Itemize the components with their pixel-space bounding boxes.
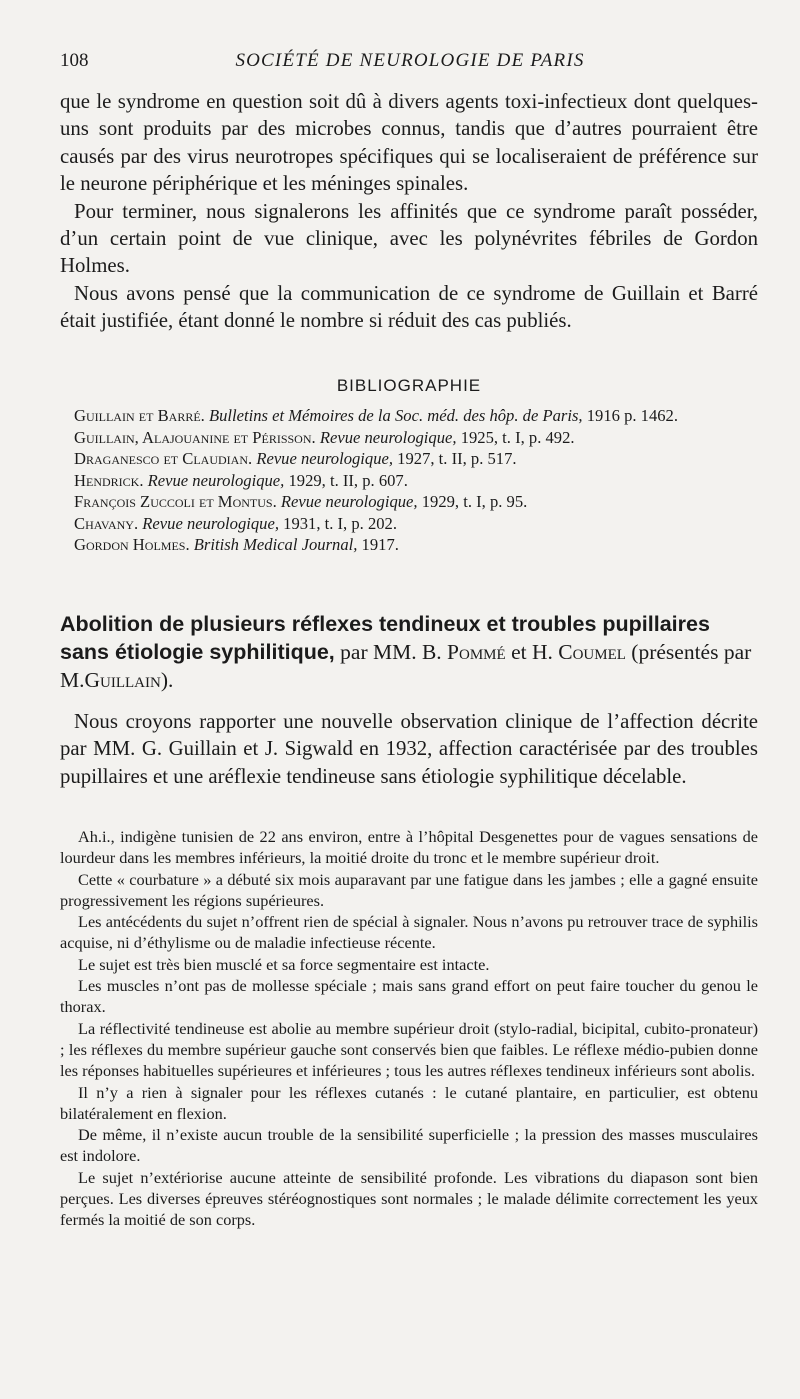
- bib-reference: 1931, t. I, p. 202.: [283, 513, 397, 533]
- bib-journal: Revue neurologique,: [280, 492, 418, 511]
- paragraph: Le sujet n’extériorise aucune atteinte de sensibilité profonde. Les vibrations du diapason sont bien perçues. Les diverses épreuves stéréognostiques sont normales ; le malade délimite correctement les yeux fermés la moitié de son corps.: [60, 1167, 758, 1230]
- bibliography-entry: [60, 513, 758, 535]
- article-author-2: H. Coumel: [531, 640, 626, 664]
- bib-authors: Hendrick.: [74, 470, 144, 490]
- page-header: [60, 50, 760, 78]
- bibliography-entry: [60, 491, 758, 513]
- bibliography-entry: [60, 448, 758, 470]
- paragraph: Pour terminer, nous signalerons les affinités que ce syndrome paraît posséder, d’un certain point de vue clinique, avec les polynévrites fébriles de Gordon Holmes.: [60, 199, 758, 278]
- paragraph: De même, il n’existe aucun trouble de la sensibilité superficielle ; la pression des masses musculaires est indolore.: [60, 1125, 758, 1166]
- paragraph: Nous avons pensé que la communication de ce syndrome de Guillain et Barré était justifiée, étant donné le nombre si réduit des cas publiés.: [60, 281, 758, 333]
- bib-reference: 1929, t. II, p. 607.: [288, 470, 408, 490]
- article-title-presented: (présentés par M.: [60, 640, 752, 692]
- paragraph: Les muscles n’ont pas de mollesse spéciale ; mais sans grand effort on peut faire toucher du genou le thorax.: [60, 976, 758, 1017]
- bib-authors: Draganesco et Claudian.: [74, 449, 253, 468]
- case-report: [60, 826, 758, 1231]
- bib-reference: 1925, t. I, p. 492.: [460, 427, 575, 447]
- paragraph: Il n’y a rien à signaler pour les réflexes cutanés : le cutané plantaire, en particulier, est obtenu bilatéralement en flexion.: [60, 1082, 758, 1123]
- paragraph: La réflectivité tendineuse est abolie au membre supérieur droit (stylo-radial, bicipital, cubito-pronateur) ; les réflexes du membre supérieur gauche sont conservés bien que faibles. Le réflexe médio-pubien donne les réponses habituelles supérieures et inférieures ; tous les autres réflexes tendineux inférieurs sont abolis.: [60, 1018, 758, 1081]
- paragraph: Les antécédents du sujet n’offrent rien de spécial à signaler. Nous n’avons pu retrouver trace de syphilis acquise, ni d’éthylisme ou de maladie infectieuse récente.: [60, 912, 758, 953]
- article-title-par: par MM.: [340, 640, 417, 664]
- paragraph: Le sujet est très bien musclé et sa force segmentaire est intacte.: [78, 954, 490, 974]
- bib-journal: Revue neurologique,: [256, 449, 394, 468]
- bib-journal: British Medical Journal,: [193, 535, 358, 554]
- bib-authors: Chavany.: [74, 513, 139, 533]
- bibliography-entry: [60, 405, 758, 427]
- article-intro: [60, 708, 758, 790]
- bib-authors: François Zuccoli et Montus.: [74, 492, 277, 511]
- bib-journal: Revue neurologique,: [142, 513, 279, 533]
- bib-authors: Gordon Holmes.: [74, 535, 190, 554]
- article-title: [60, 610, 758, 694]
- bib-journal: Bulletins et Mémoires de la Soc. méd. des hôp. de Paris,: [208, 406, 583, 425]
- article-presenter: Guillain: [84, 668, 161, 692]
- bib-journal: Revue neurologique,: [319, 427, 457, 447]
- page-number: 108: [60, 50, 89, 71]
- article-title-bold: Abolition de plusieurs réflexes tendineux et troubles pupillaires sans étiologie syphilitique,: [60, 612, 710, 664]
- paragraph: que le syndrome en question soit dû à divers agents toxi-infectieux dont quelques-uns sont produits par des microbes connus, tandis que d’autres pourraient être causés par des virus neurotropes spécifiques qui se localiseraient de préférence sur le neurone périphérique et les méninges spinales.: [60, 90, 758, 196]
- article-title-close: ).: [160, 668, 174, 692]
- article-title-et: et: [511, 640, 527, 664]
- bib-reference: 1929, t. I, p. 95.: [421, 492, 528, 511]
- closing-paragraphs: [60, 88, 758, 335]
- paragraph: Ah.i., indigène tunisien de 22 ans environ, entre à l’hôpital Desgenettes pour de vagues sensations de lourdeur dans les membres inférieurs, la moitié droite du tronc et le membre supérieur droit.: [60, 827, 758, 868]
- bib-journal: Revue neurologique,: [147, 470, 285, 490]
- running-title: SOCIÉTÉ DE NEUROLOGIE DE PARIS: [235, 50, 585, 71]
- bibliography-entry: [60, 427, 758, 449]
- bibliography-list: [60, 405, 758, 556]
- bib-authors: Guillain, Alajouanine et Périsson.: [74, 427, 316, 447]
- bib-reference: 1927, t. II, p. 517.: [397, 449, 517, 468]
- bib-authors: Guillain et Barré.: [74, 406, 205, 425]
- article-author-1: B. Pommé: [421, 640, 506, 664]
- paragraph: Nous croyons rapporter une nouvelle observation clinique de l’affection décrite par MM. G. Guillain et J. Sigwald en 1932, affection caractérisée par des troubles pupillaires et une aréflexie tendineuse sans étiologie syphilitique décelable.: [60, 710, 758, 788]
- paragraph: Cette « courbature » a débuté six mois auparavant par une fatigue dans les jambes ; elle a gagné ensuite progressivement les régions supérieures.: [60, 869, 758, 910]
- bibliography-entry: [60, 470, 758, 492]
- bibliography-entry: [60, 534, 758, 556]
- bib-reference: 1916 p. 1462.: [586, 406, 678, 425]
- bib-reference: 1917.: [361, 535, 399, 554]
- bibliography-title: BIBLIOGRAPHIE: [336, 376, 482, 395]
